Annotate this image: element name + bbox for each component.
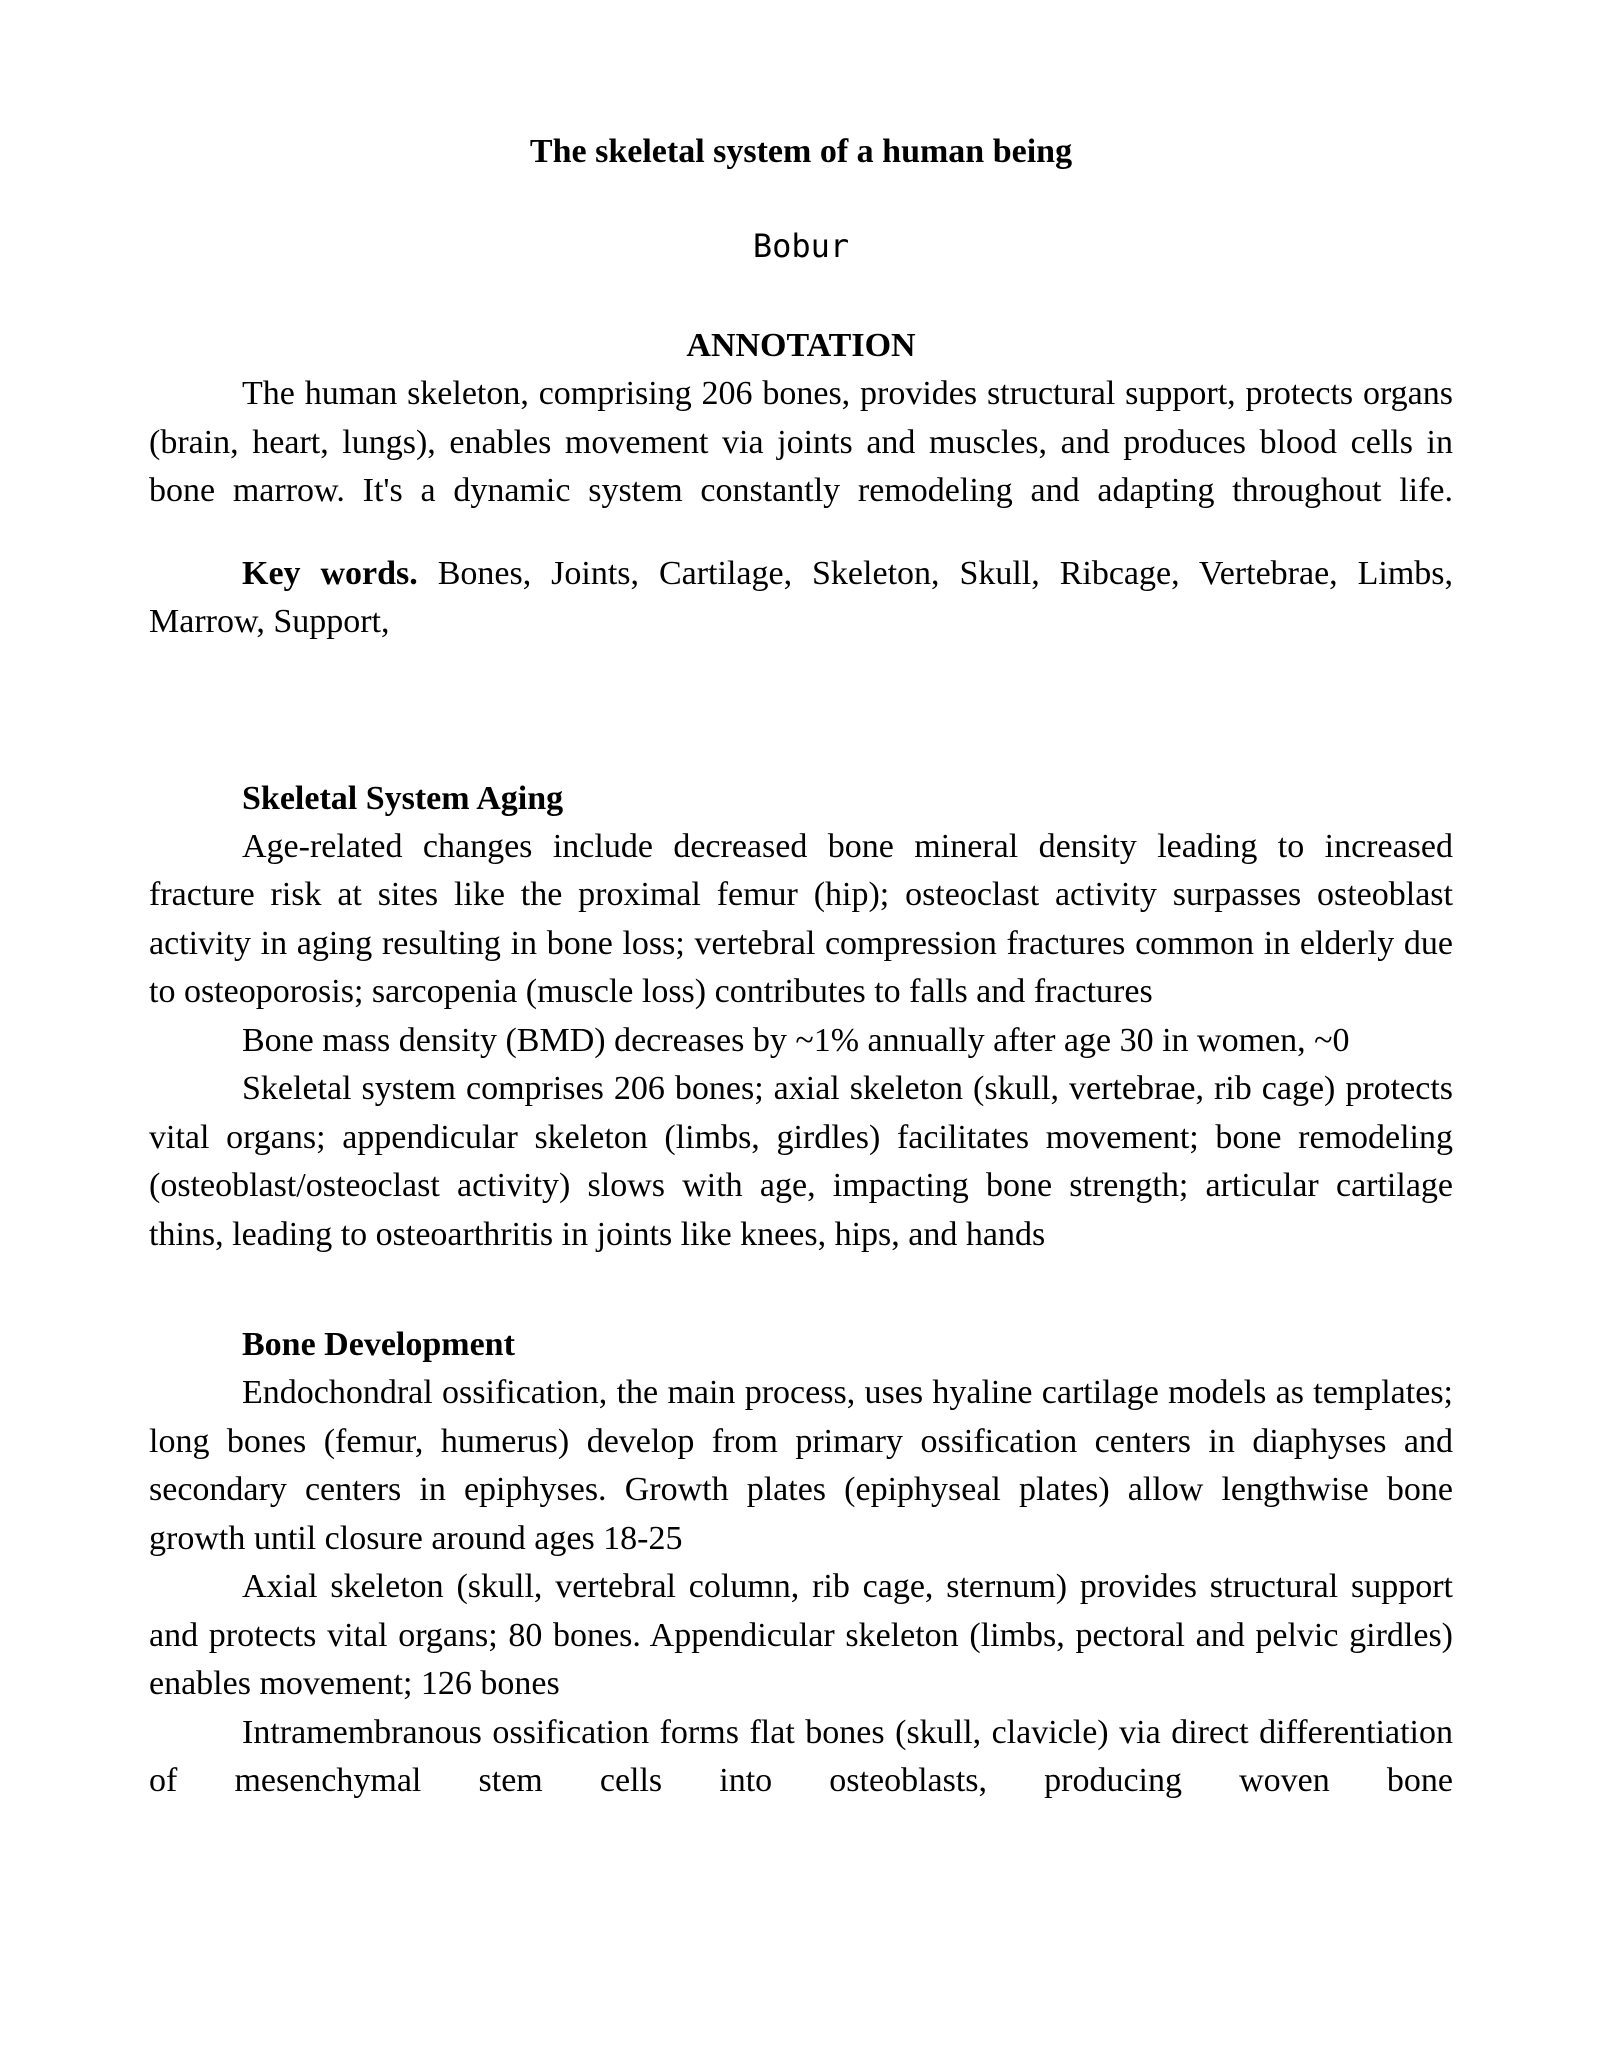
author-name: Bobur — [752, 227, 850, 265]
development-paragraph-3: Intramembranous ossification forms flat bones (skull, clavicle) via direct differentiation of mesenchymal stem cells into osteoblasts, producing woven bone — [149, 1713, 1453, 1799]
section-heading-bone-development: Bone Development — [242, 1326, 515, 1363]
aging-paragraph-3: Skeletal system comprises 206 bones; axial skeleton (skull, vertebrae, rib cage) protects vital organs; appendicular skeleton (limbs, girdles) facilitates movement; bone remodeling (osteoblast/osteoclast activity) slows with age, impacting bone strength; articular cartilage thins, leading to osteoarthritis in joints like knees, hips, and hands — [149, 1070, 1453, 1253]
development-paragraph-1: Endochondral ossification, the main process, uses hyaline cartilage models as templates; long bones (femur, humerus) develop from primary ossification centers in diaphyses and secondary centers in epiphyses. Growth plates (epiphyseal plates) allow lengthwise bone growth until closure around ages 18-25 — [149, 1374, 1453, 1557]
annotation-paragraph: The human skeleton, comprising 206 bones, provides structural support, protects organs (brain, heart, lungs), enables movement via joints and muscles, and produces blood cells in bone marrow. It's a dynamic system constantly remodeling and adapting throughout life. — [149, 375, 1453, 509]
aging-paragraph-1: Age-related changes include decreased bone mineral density leading to increased fracture risk at sites like the proximal femur (hip); osteoclast activity surpasses osteoblast activity in aging resulting in bone loss; vertebral compression fractures common in elderly due to osteoporosis; sarcopenia (muscle loss) contributes to falls and fractures — [149, 827, 1453, 1010]
development-paragraph-2: Axial skeleton (skull, vertebral column, rib cage, sternum) provides structural support and protects vital organs; 80 bones. Appendicular skeleton (limbs, pectoral and pelvic girdles) enables movement; 126 bones — [149, 1568, 1453, 1702]
keywords-label: Key words. — [242, 554, 418, 592]
keywords-paragraph — [149, 550, 1453, 647]
document-title: The skeletal system of a human being — [529, 133, 1073, 170]
document-content — [149, 128, 1453, 1806]
section-heading-aging: Skeletal System Aging — [242, 779, 564, 817]
aging-paragraph-2: Bone mass density (BMD) decreases by ~1% annually after age 30 in women, ~0 — [242, 1021, 1350, 1059]
keywords-list: Bones, Joints, Cartilage, Skeleton, Skull, Ribcage, Vertebrae, Limbs, Marrow, Support, — [149, 554, 1454, 640]
annotation-heading: ANNOTATION — [686, 327, 916, 364]
